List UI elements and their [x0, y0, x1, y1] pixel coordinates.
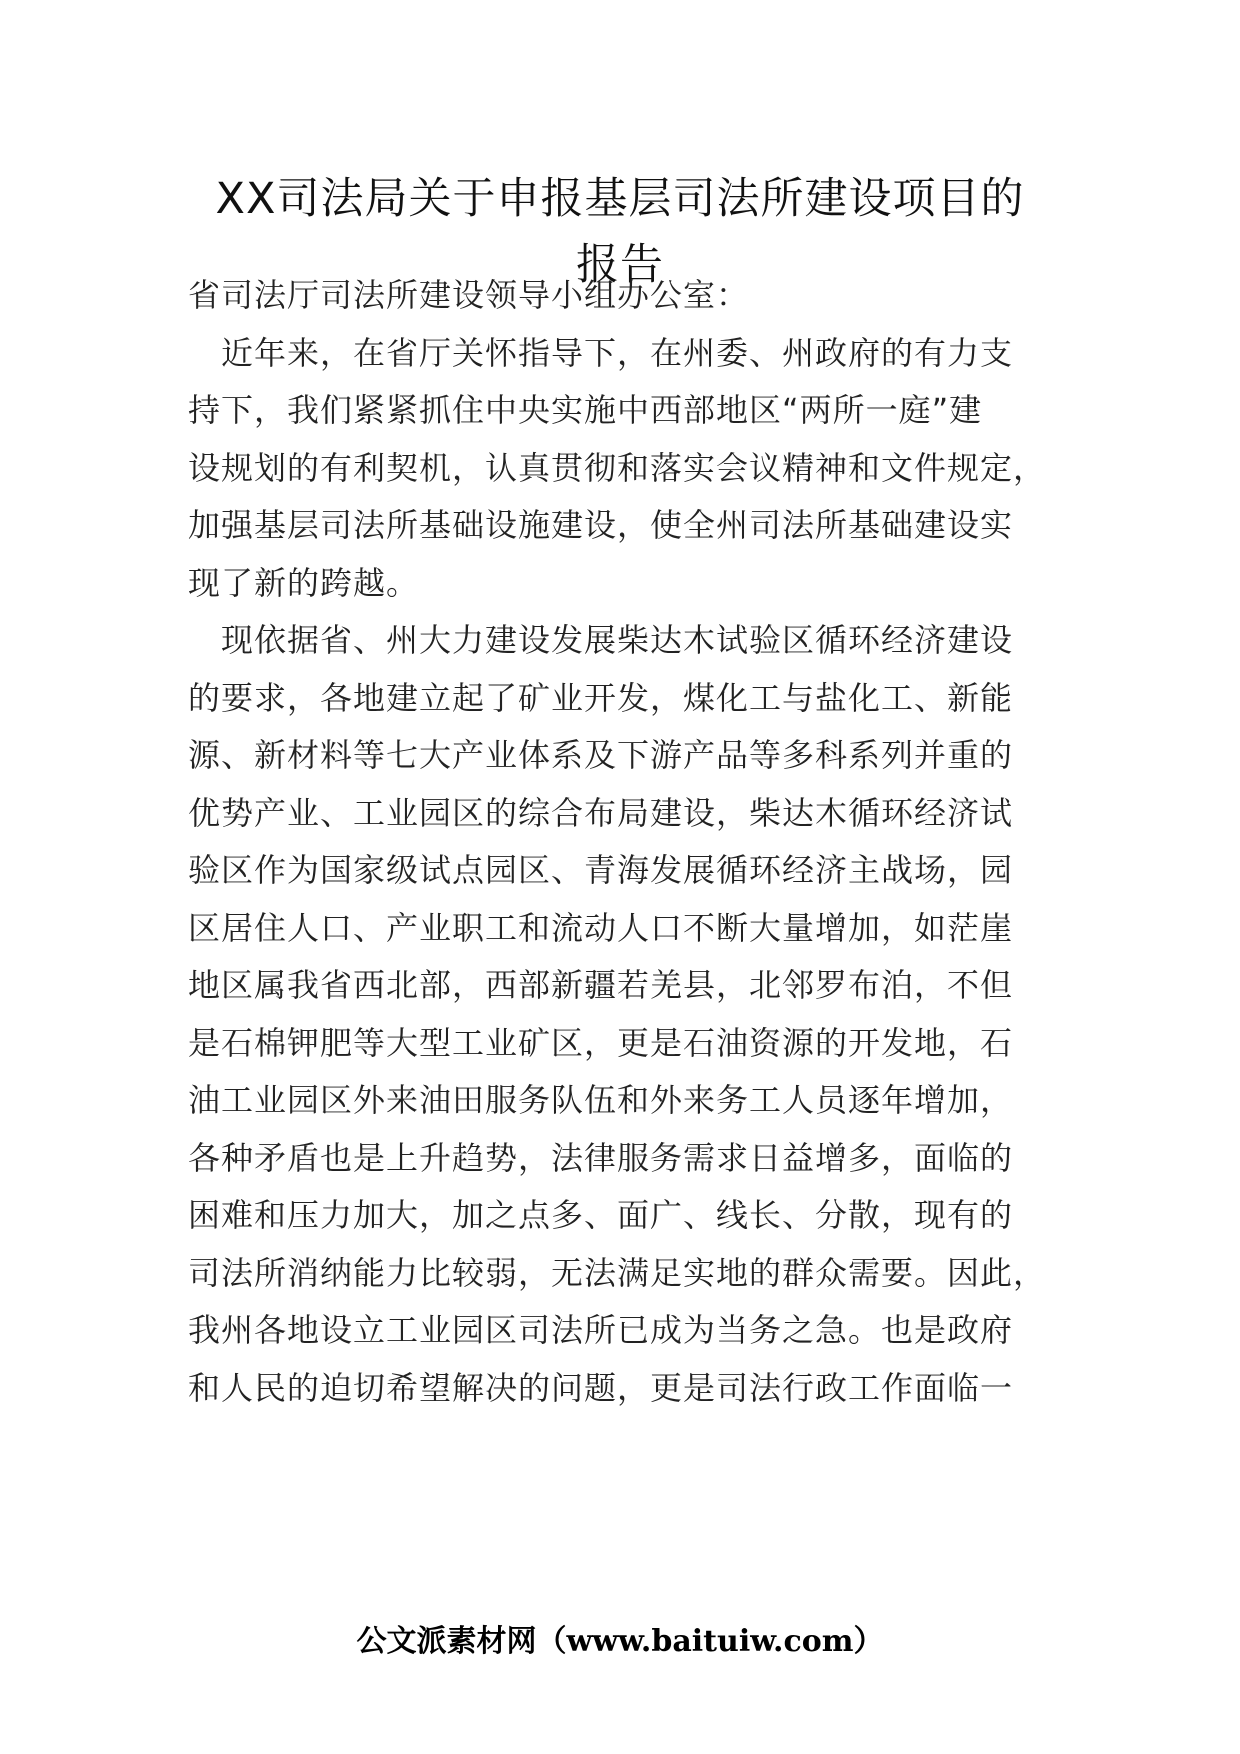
- body-line: 区居住人口、产业职工和流动人口不断大量增加，如茫崖: [188, 909, 1014, 947]
- salutation: 省司法厅司法所建设领导小组办公室：: [188, 276, 750, 314]
- body-line: 近年来，在省厅关怀指导下，在州委、州政府的有力支: [188, 334, 1014, 372]
- body-line: 我州各地设立工业园区司法所已成为当务之急。也是政府: [188, 1311, 1014, 1349]
- body-line: 持下，我们紧紧抓住中央实施中西部地区“两所一庭”建: [188, 391, 983, 429]
- body-line: 设规划的有利契机，认真贯彻和落实会议精神和文件规定，: [188, 449, 1047, 487]
- document-title-line-2: 报告: [576, 240, 664, 290]
- body-line: 困难和压力加大，加之点多、面广、线长、分散，现有的: [188, 1196, 1014, 1234]
- document-title-line-1: XX司法局关于申报基层司法所建设项目的: [215, 174, 1025, 224]
- body-line: 油工业园区外来油田服务队伍和外来务工人员逐年增加，: [188, 1081, 1014, 1119]
- body-line: 地区属我省西北部，西部新疆若羌县，北邻罗布泊，不但: [188, 966, 1014, 1004]
- body-line: 现依据省、州大力建设发展柴达木试验区循环经济建设: [188, 621, 1014, 659]
- body-line: 是石棉钾肥等大型工业矿区，更是石油资源的开发地，石: [188, 1024, 1014, 1062]
- body-line: 加强基层司法所基础设施建设，使全州司法所基础建设实: [188, 506, 1014, 544]
- body-line: 现了新的跨越。: [188, 564, 420, 602]
- body-line: 和人民的迫切希望解决的问题，更是司法行政工作面临一: [188, 1369, 1014, 1407]
- body-line: 优势产业、工业园区的综合布局建设，柴达木循环经济试: [188, 794, 1014, 832]
- body-line: 司法所消纳能力比较弱，无法满足实地的群众需要。因此，: [188, 1254, 1047, 1292]
- body-line: 各种矛盾也是上升趋势，法律服务需求日益增多，面临的: [188, 1139, 1014, 1177]
- body-line: 源、新材料等七大产业体系及下游产品等多科系列并重的: [188, 736, 1014, 774]
- body-line: 验区作为国家级试点园区、青海发展循环经济主战场，园: [188, 851, 1014, 889]
- body-line: 的要求，各地建立起了矿业开发，煤化工与盐化工、新能: [188, 679, 1014, 717]
- footer-watermark: 公文派素材网（www.baituiw.com）: [356, 1624, 884, 1659]
